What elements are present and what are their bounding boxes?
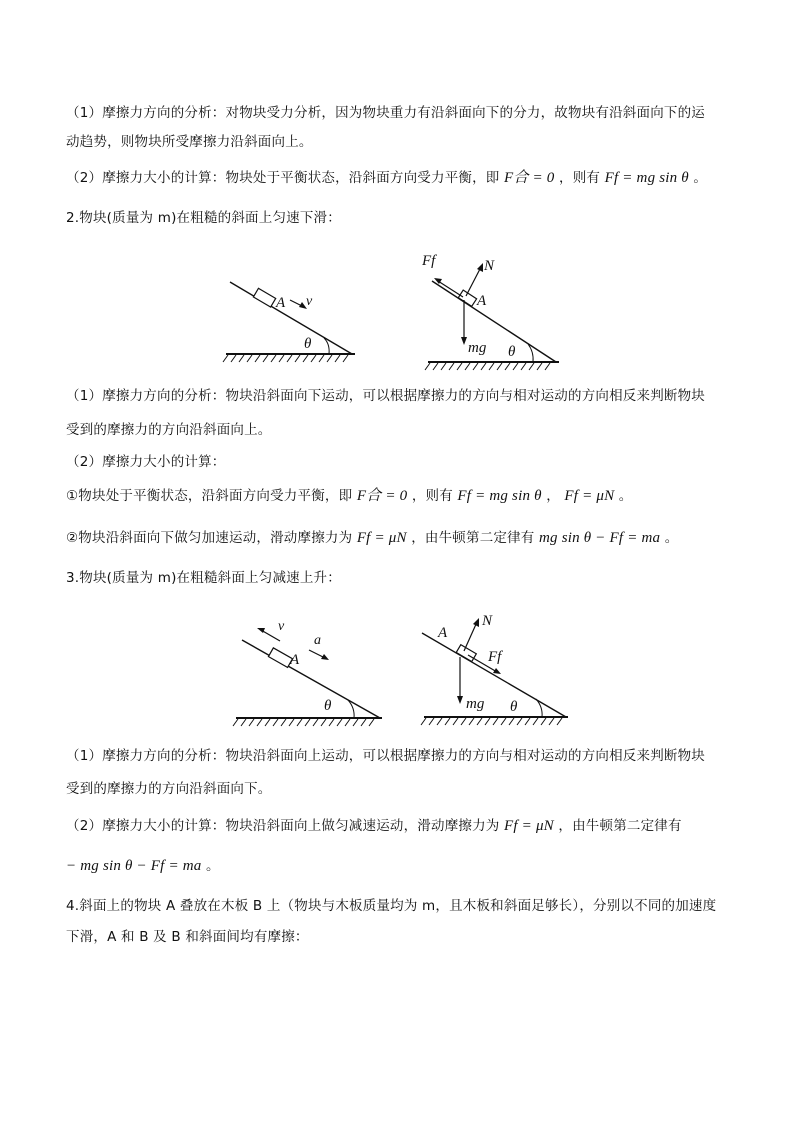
s3-right-weight-label: mg [466, 696, 485, 712]
s2-c1-mid: ，则有 [411, 488, 453, 504]
s2-left-velocity-label: v [306, 294, 313, 309]
s3-p2-end: ，由牛顿第二定律有 [558, 818, 682, 834]
s2-c2-eq2: mg sin θ − Ff = ma [539, 530, 661, 546]
s3-p1-line1: （1）摩擦力方向的分析：物块沿斜面向上运动，可以根据摩擦力的方向与相对运动的方向相反来判断物块 [66, 748, 705, 764]
s3-right-weight-arrow [457, 657, 463, 704]
s2-left-ground [223, 354, 355, 362]
s2-figure-left [220, 262, 360, 370]
s2-c1-eq3: Ff = μN [564, 488, 615, 504]
s3-p2-end2: 。 [205, 858, 220, 874]
s3-figure-left [230, 610, 390, 734]
s2-right-ground [425, 362, 559, 370]
s3-right-normal-label: N [482, 613, 493, 629]
s2-right-normal-arrow [466, 263, 483, 296]
s3-left-block-label: A [290, 652, 300, 668]
s3-left-velocity-label: v [278, 619, 285, 634]
s3-left-accel-label: a [314, 633, 321, 648]
s3-heading: 3.物块(质量为 m)在粗糙斜面上匀减速上升： [66, 570, 341, 586]
s3-left-angle-label: θ [324, 698, 332, 714]
s2-right-friction-arrow [434, 278, 463, 297]
s2-left-incline [230, 282, 352, 354]
s3-right-normal-arrow [464, 618, 479, 651]
s2-left-block [253, 288, 275, 307]
s2-right-normal-label: N [484, 258, 495, 274]
s2-c1-sep: ， [546, 488, 560, 504]
s1-p1-line2: 动趋势，则物块所受摩擦力沿斜面向上。 [66, 134, 313, 150]
s3-p2-eq1: Ff = μN [504, 818, 554, 834]
s2-case1-line [66, 486, 730, 506]
s3-right-incline [422, 633, 566, 717]
s1-p1-line1: （1）摩擦力方向的分析：对物块受力分析，因为物块重力有沿斜面向下的分力，故物块有沿斜面向下的运 [66, 105, 705, 121]
s3-p2-line2 [66, 856, 730, 876]
s2-p2: （2）摩擦力大小的计算： [66, 454, 226, 470]
s2-c2-eq1: Ff = μN [356, 530, 407, 546]
s2-case2-line [66, 528, 730, 548]
s2-c1-eq1: F合 = 0 [356, 488, 408, 504]
s3-right-friction-label: Ff [488, 649, 502, 665]
s3-p2-eq2: − mg sin θ − Ff = ma [66, 858, 202, 874]
s2-c1-eq2: Ff = mg sin θ [457, 488, 542, 504]
s2-right-friction-label: Ff [422, 253, 436, 269]
s4-line2: 下滑，A 和 B 及 B 和斜面间均有摩擦： [66, 929, 309, 945]
s2-left-angle-label: θ [304, 336, 312, 352]
s3-p2-text: （2）摩擦力大小的计算：物块沿斜面向上做匀减速运动，滑动摩擦力为 [66, 818, 500, 834]
s3-left-velocity-arrow [257, 628, 280, 641]
s2-p1-line1: （1）摩擦力方向的分析：物块沿斜面向下运动，可以根据摩擦力的方向与相对运动的方向相反来判断物块 [66, 388, 705, 404]
s3-left-incline [242, 640, 380, 718]
s3-left-ground [233, 718, 382, 726]
s3-right-block-label: A [438, 625, 448, 641]
s1-p2-line [66, 168, 730, 188]
s2-heading: 2.物块(质量为 m)在粗糙的斜面上匀速下滑： [66, 210, 341, 226]
s3-left-block [268, 648, 292, 668]
s1-p2-end: 。 [693, 170, 708, 186]
s2-right-incline [432, 281, 556, 362]
s1-p2-eq1: F合 = 0 [504, 170, 555, 186]
s2-right-weight-arrow [461, 300, 467, 345]
s1-p2-eq2: Ff = mg sin θ [604, 170, 689, 186]
s3-right-ground [421, 717, 568, 725]
s3-left-accel-arrow [309, 650, 329, 660]
s2-right-angle-label: θ [508, 344, 516, 360]
s2-p1-line2: 受到的摩擦力的方向沿斜面向上。 [66, 422, 272, 438]
s1-p2-mid: ，则有 [559, 170, 601, 186]
s2-right-weight-label: mg [468, 340, 487, 356]
s2-c2-end: 。 [664, 530, 679, 546]
s3-figure-right [418, 603, 574, 731]
s2-c1-end: 。 [618, 488, 633, 504]
s3-right-angle-label: θ [510, 699, 518, 715]
s2-figure-right [422, 248, 567, 372]
s2-c2-text: ②物块沿斜面向下做匀加速运动，滑动摩擦力为 [66, 530, 353, 546]
s2-right-block-label: A [477, 293, 487, 309]
s3-p2-line1 [66, 816, 730, 836]
s1-p2-text: （2）摩擦力大小的计算：物块处于平衡状态，沿斜面方向受力平衡，即 [66, 170, 500, 186]
s3-p1-line2: 受到的摩擦力的方向沿斜面向下。 [66, 781, 272, 797]
s2-c2-mid: ，由牛顿第二定律有 [411, 530, 535, 546]
s2-left-velocity-arrow [290, 300, 307, 309]
s2-c1-text: ①物块处于平衡状态，沿斜面方向受力平衡，即 [66, 488, 353, 504]
s4-line1: 4.斜面上的物块 A 叠放在木板 B 上（物块与木板质量均为 m，且木板和斜面足够长），分别以不同的加速度 [66, 898, 717, 914]
s2-left-block-label: A [276, 295, 286, 311]
